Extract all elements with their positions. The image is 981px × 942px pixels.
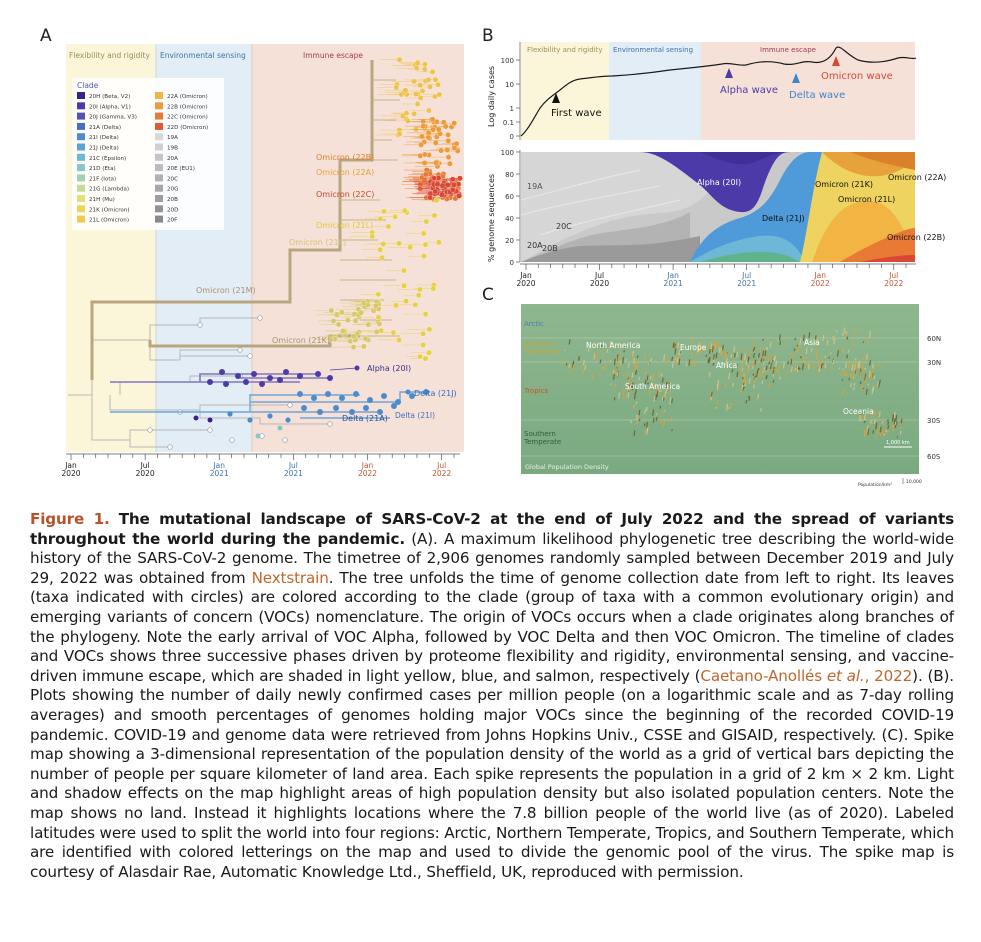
legend-swatch [155,195,163,202]
nextstrain-link[interactable]: Nextstrain [251,568,329,587]
zone-southern-temperate: Southern Temperate [524,430,562,446]
axis-month: Jul [742,271,752,280]
omicron-tip [339,310,344,315]
omicron-tip [420,88,425,93]
omicron-tip [452,121,457,126]
lat-30s: 30S [927,417,941,425]
map-legend-max: 10,000 [906,480,922,485]
legend-item: 20F [167,217,178,224]
legend-swatch [155,144,163,151]
omicron-tip [377,321,382,326]
area-label-20a: 20A [527,241,543,250]
omicron-tip [433,160,438,165]
omicron-tip [427,84,432,89]
legend-item: 20B [167,197,178,203]
legend-swatch [155,185,163,192]
omicron-tip [376,315,381,320]
omicron-tip [411,111,416,116]
omicron-tip [403,88,408,93]
omicron-tip [405,118,410,123]
axis-year: 2020 [516,279,536,288]
legend-item: 21A (Delta) [89,124,122,131]
legend-item: 20C [167,176,179,183]
omicron-tip [447,161,452,166]
panel-a-tree [61,44,464,478]
omicron-tip [379,255,384,260]
omicron-tip [345,317,350,322]
legend-item: 19A [167,135,178,142]
genome-ytick: 0 [509,259,514,267]
omicron-tip [370,234,375,239]
omicron-tip [351,344,356,349]
omicron-tip [393,303,398,308]
omicron-tip [386,224,391,229]
tree-label-omicron-22c: Omicron (22C) [316,190,375,199]
genome-ytick: 60 [505,193,514,201]
omicron-tip [340,328,345,333]
axis-month: Jul [288,461,298,470]
caption-part1: (A). A maximum likelihood phylogenetic tree describing the world-wide history of the SARS-CoV-2 genome. The timetree of 2,906 genomes randomly sampled between December 2019 and July 29, 2022 was obtained from [30,529,954,587]
panel-label-a: A [40,26,52,46]
omicron-tip [421,253,426,258]
axis-year: 2020 [590,279,610,288]
axis-year: 2022 [357,469,378,478]
caption-title: The mutational landscape of SARS-CoV-2 at the end of July 2022 and the spread of variants throughout the world during the pandemic. [30,510,954,548]
legend-swatch [77,195,85,202]
omicron-tip [427,195,432,200]
axis-month: Jan [213,461,226,470]
legend-swatch [155,216,163,223]
omicron-tip [457,176,462,181]
legend-swatch [77,216,85,223]
omicron-tip [400,113,405,118]
legend-item: 21H (Mu) [89,197,115,203]
panel-b-charts [487,42,946,288]
area-label-omicron-21k: Omicron (21K) [815,180,873,189]
omicron-tip [394,85,399,90]
axis-month: Jan [65,461,77,470]
omicron-tip [414,66,419,71]
omicron-tip [401,283,406,288]
zone-northern-temperate: Northern Temperate [524,340,562,356]
tree-label-omicron-21l-upper: Omicron (21L) [316,221,374,230]
axis-month: Jul [140,461,150,470]
omicron-tip [413,302,418,307]
legend-item: 22A (Omicron) [167,94,208,100]
omicron-tip [420,331,425,336]
legend-swatch [77,113,85,120]
genome-ytick: 80 [505,171,514,179]
omicron-tip [397,131,402,136]
continent-europe: Europe [680,343,707,352]
axis-year: 2020 [135,469,155,478]
legend-swatch [77,144,85,151]
continent-north-america: North America [586,341,641,350]
omicron-tip [443,124,448,129]
axis-year: 2021 [283,469,303,478]
omicron-tip [423,172,428,177]
genome-stacked-area [521,152,915,262]
omicron-tip [426,135,431,140]
legend-swatch [77,133,85,140]
omicron-tip [373,303,378,308]
omicron-tip [422,152,427,157]
b-phase-label-environmental: Environmental sensing [613,46,694,54]
legend-item: 21J (Delta) [89,145,119,152]
continent-asia: Asia [804,338,820,347]
genome-ylabel: % genome sequences [487,173,496,262]
legend-swatch [155,164,163,171]
omicron-tip [378,216,383,221]
legend-swatch [155,133,163,140]
area-label-delta: Delta (21J) [762,214,805,223]
b-axis-labels [516,271,903,288]
tree-axis-labels [61,461,451,478]
omicron-tip [418,142,423,147]
omicron-tip [432,213,437,218]
omicron-tip [415,61,420,66]
legend-item: 21F (Iota) [89,176,117,183]
map-scale-label: 1,000 km [886,440,910,446]
axis-month: Jan [520,271,532,280]
tree-label-delta-21i: Delta (21I) [395,411,436,420]
tree-axis-ticks [71,454,454,460]
panel-c-map [521,304,941,488]
omicron-tip [430,117,435,122]
cases-ytick: 0.1 [502,119,514,127]
omicron-tip [420,342,425,347]
omicron-tip [329,308,334,313]
tree-label-omicron-22a: Omicron (22A) [316,168,375,177]
axis-month: Jul [595,271,605,280]
legend-item: 21G (Lambda) [89,186,130,193]
axis-year: 2021 [663,279,683,288]
legend-item: 20H (Beta, V2) [89,94,131,100]
legend-item: 22B (Omicron) [167,104,208,111]
omicron-tip [416,292,421,297]
legend-swatch [155,92,163,99]
area-label-omicron-21l: Omicron (21L) [838,195,896,204]
map-legend-label: Population/km² [858,483,892,488]
omicron-tip [445,132,450,137]
cases-ytick: 10 [505,81,514,89]
cases-ylabel: Log daily cases [487,65,496,127]
figure-caption [30,510,954,882]
b-axis-ticks [526,264,906,270]
lat-30n: 30N [927,359,942,367]
cases-ytick: 0 [509,133,514,141]
omicron-tip [450,177,455,182]
tree-label-delta-21a: Delta (21A) [342,414,388,423]
legend-swatch [155,102,163,109]
legend-swatch [155,174,163,181]
legend-swatch [77,164,85,171]
legend-item: 22C (Omicron) [167,114,208,121]
omicron-tip [417,354,422,359]
omicron-tip [436,127,441,132]
map-footer: Global Population Density [525,463,609,471]
omicron-tip [351,334,356,339]
genome-ytick: 20 [505,237,514,245]
map-background [521,304,919,474]
omicron-tip [417,287,422,292]
omicron-tip [424,219,429,224]
lat-60n: 60N [927,335,942,343]
omicron-tip [381,241,386,246]
legend-swatch [155,123,163,130]
axis-year: 2022 [432,469,452,478]
omicron-tip [361,300,366,305]
legend-swatch [155,205,163,212]
omicron-tip [413,91,418,96]
clade-legend-title: Clade [77,81,99,90]
omicron-tip [376,292,381,297]
axis-month: Jan [361,461,374,470]
omicron-tip [436,240,441,245]
delta-wave-label: Delta wave [789,90,846,101]
area-label-20c: 20C [556,222,572,231]
legend-item: 20A [167,155,178,162]
genome-yticks [501,149,520,267]
omicron-tip [347,338,352,343]
citation-year: , 2022 [864,666,913,685]
tree-label-omicron-21m: Omicron (21M) [196,286,256,295]
axis-year: 2021 [737,279,757,288]
genome-ytick: 40 [505,215,514,223]
tree-label-alpha-20i: Alpha (20I) [367,364,412,373]
omicron-tip [397,57,402,62]
panel-label-c: C [482,285,494,305]
legend-item: 20G [167,186,179,193]
omicron-tip [427,327,432,332]
legend-item: 21K (Omicron) [89,207,130,214]
legend-item: 21C (Epsilon) [89,155,127,162]
axis-month: Jul [437,461,447,470]
omicron-tip [392,214,397,219]
omicron-tip [446,154,451,159]
phase-label-immune: Immune escape [303,51,363,60]
omicron-tip [445,138,450,143]
omicron-tip [358,310,363,315]
omicron-tip [421,231,426,236]
area-label-omicron-22a: Omicron (22A) [888,173,947,182]
caption-part3: ). (B). Plots showing the number of daily newly confirmed cases per million people (on a logarithmic scale and as 7-day rolling averages) and smooth percentages of genomes holding major VOCs since the beginning of the recorded COVID-19 pandemic. COVID-19 and genome data were retrieved from Johns Hopkins Univ., CSSE and GISAID, respectively. (C). Spike map showing a 3-dimensional representation of the population density of the world as a grid of vertical bars depicting the number of people per square kilometer of land area. Each spike represents the population in a grid of 2 km × 2 km. Light and shadow effects on the map highlight areas of high population density but also isolated population centers. Note the map shows no land. Instead it highlights locations where the 7.8 billion people of the world live (as of 2020). Labeled latitudes were used to split the world into four regions: Arctic, Northern Temperate, Tropics, and Southern Temperate, which are identified with colored letterings on the map and used to divide the genomic pool of the virus. The spike map is courtesy of Alasdair Rae, Automatic Knowledge Ltd., Sheffield, UK, reproduced with permission. [30,666,954,881]
omicron-tip [433,77,438,82]
legend-item: 20J (Gamma, V3) [89,114,137,121]
omicron-tip [381,209,386,214]
continent-south-america: South America [625,382,681,391]
area-label-alpha: Alpha (20I) [697,178,742,187]
legend-item: 21L (Omicron) [89,217,130,224]
omicron-tip [366,322,371,327]
zone-tropics: Tropics [524,387,549,395]
legend-item: 19B [167,145,178,152]
legend-item: 20I (Alpha, V1) [89,104,131,111]
legend-swatch [77,205,85,212]
genome-ytick: 100 [500,149,514,157]
caption-part2: . The tree unfolds the time of genome collection date from left to right. Its leaves (taxa indicated with circles) are colored according to the clade (group of taxa with a common evolutionary origin) and emerging variants of concern (VOCs) nomenclature. The origin of VOCs occurs when a clade originates along branches of the phylogeny. Note the early arrival of VOC Alpha, followed by VOC Delta and then VOC Omicron. The timeline of clades and VOCs shows three successive phases driven by proteome flexibility and rigidity, environmental sensing, and vaccine-driven immune escape, which are shaded in light yellow, blue, and salmon, respectively ( [30,568,954,685]
omicron-tip [434,198,439,203]
omicron-tip [426,108,431,113]
b-phase-label-immune: Immune escape [760,46,816,54]
omicron-tip [426,350,431,355]
omicron-tip [451,182,456,187]
cases-ytick: 100 [500,57,514,65]
legend-item: 20E (EU1) [167,166,195,173]
alpha-wave-label: Alpha wave [720,85,778,96]
omicron-tip [433,189,438,194]
continent-oceania: Oceania [843,407,874,416]
omicron-tip [452,145,457,150]
omicron-tip [456,193,461,198]
omicron-tip [438,148,443,153]
axis-month: Jul [889,271,899,280]
omicron-tip [363,336,368,341]
cases-ytick: 1 [509,105,514,113]
panel-label-b: B [482,26,494,46]
omicron-tip [391,330,396,335]
legend-swatch [155,113,163,120]
caption-figure-label: Figure 1. [30,510,110,528]
omicron-tip [415,101,420,106]
omicron-tip [422,66,427,71]
omicron-tip [432,94,437,99]
omicron-tip [336,322,341,327]
b-phase-label-flexibility: Flexibility and rigidity [527,46,603,54]
tree-label-omicron-21k: Omicron (21K) [272,336,330,345]
omicron-tip [374,329,379,334]
citation-link[interactable] [700,667,912,685]
legend-swatch [77,174,85,181]
omicron-tip [450,187,455,192]
legend-swatch [77,123,85,130]
zone-arctic: Arctic [524,320,544,328]
legend-swatch [77,92,85,99]
first-wave-label: First wave [551,108,602,119]
omicron-tip [403,299,408,304]
lat-60s: 60S [927,453,941,461]
omicron-tip [421,123,426,128]
omicron-tip [401,268,406,273]
area-label-20b: 20B [542,244,558,253]
area-label-19a: 19A [527,182,543,191]
legend-item: 21D (Eta) [89,166,116,173]
phase-label-environmental: Environmental sensing [160,51,246,60]
omicron-tip [423,242,428,247]
tree-label-omicron-21l-lower: Omicron (21L) [289,238,347,247]
phase-label-flexibility: Flexibility and rigidity [69,51,150,60]
omicron-tip [435,182,440,187]
legend-swatch [155,154,163,161]
omicron-tip [402,208,407,213]
omicron-tip [430,69,435,74]
omicron-tip [396,337,401,342]
citation-etal: et al. [826,666,865,685]
omicron-tip [396,241,401,246]
cases-yticks [501,57,520,141]
omicron-tip [352,311,357,316]
continent-africa: Africa [716,361,738,370]
omicron-tip [361,344,366,349]
omicron-wave-label: Omicron wave [821,71,893,82]
axis-year: 2022 [810,279,830,288]
omicron-tip [431,286,436,291]
axis-year: 2021 [209,469,229,478]
omicron-tip [407,245,412,250]
omicron-tip [439,192,444,197]
axis-year: 2022 [884,279,904,288]
omicron-tip [423,311,428,316]
omicron-tip [377,247,382,252]
legend-swatch [77,102,85,109]
omicron-tip [435,82,440,87]
legend-item: 22D (Omicron) [167,124,209,131]
legend-swatch [77,154,85,161]
tree-label-delta-21j: Delta (21J) [414,389,457,398]
tree-label-omicron-22b: Omicron (22B) [316,153,375,162]
legend-item: 20D [167,207,179,214]
omicron-tip [423,356,428,361]
axis-year: 2020 [61,469,81,478]
area-label-omicron-22b: Omicron (22B) [887,233,946,242]
omicron-tip [422,62,427,67]
axis-month: Jan [814,271,826,280]
citation-author: Caetano-Anollés [700,666,822,685]
axis-month: Jan [667,271,679,280]
legend-item: 21I (Delta) [89,135,119,142]
legend-swatch [77,185,85,192]
